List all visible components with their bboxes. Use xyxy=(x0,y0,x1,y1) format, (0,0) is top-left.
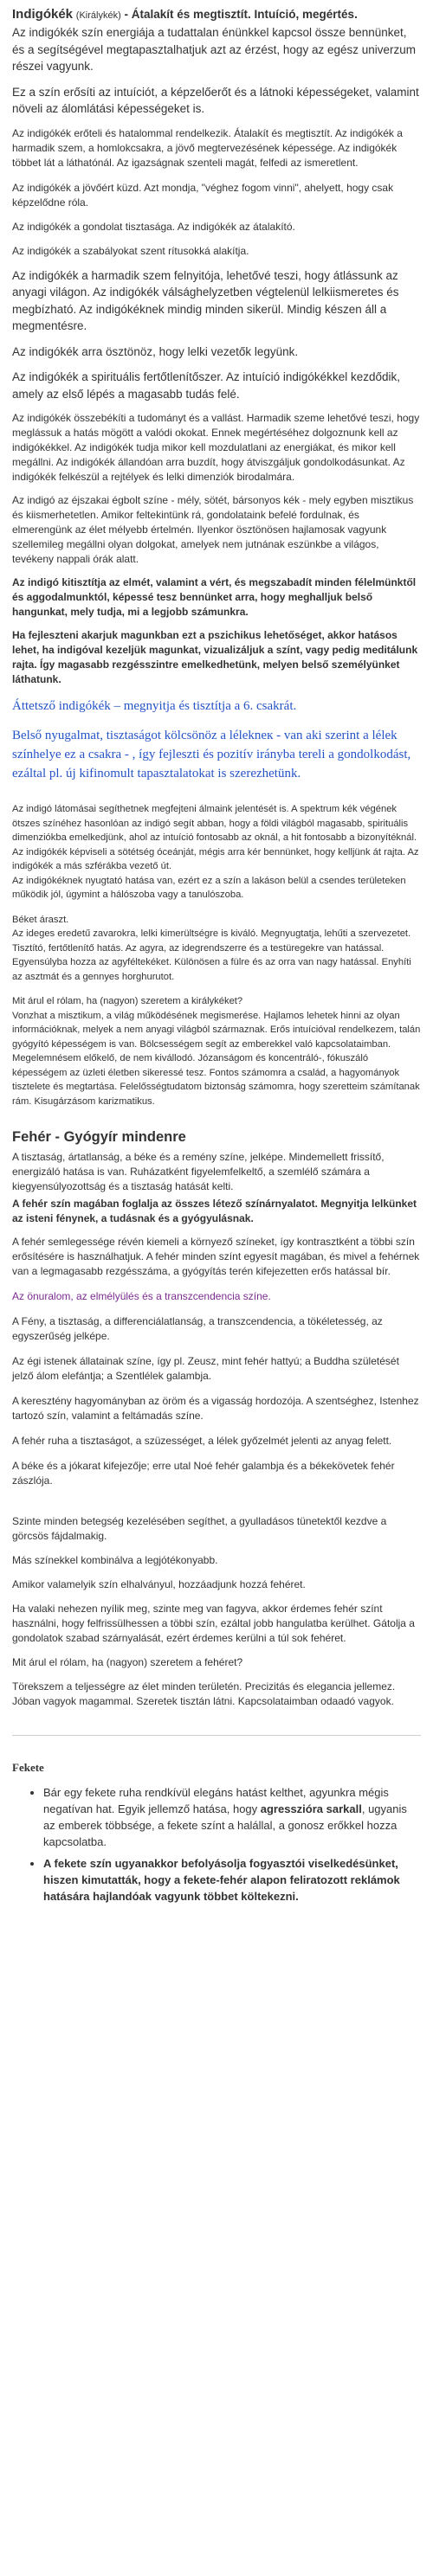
indigo2-p4: Béket áraszt. xyxy=(12,914,69,925)
feher-p5: Az égi istenek állatainak színe, így pl. Zeusz, mint fehér hattyú; a Buddha születését jelző álom elefántja; a Szentlélek galambja. xyxy=(12,1355,399,1382)
indigo2-p3: Az indigókéknek nyugtató hatása van, ezért ez a szín a lakáson belül a csendes területeken működik jól, úgymint a hálószoba vagy a tanulószoba. xyxy=(12,875,406,900)
indigo-blue-heading: Áttetsző indigókék – megnyitja és tisztítja a 6. csakrát. xyxy=(12,699,297,713)
indigo-p2: Az indigókék erőteli és hatalommal rendelkezik. Átalakít és megtisztít. Az indigókék a harmadik szem, a homlokcsakra, a jövő megtervezésének képessége. Az indigókék többet lát a láthatónál. Az igazságnak szenteli magát, felfedi az ismeretlent. xyxy=(12,126,403,169)
feher-p12: Ha valaki nehezen nyílik meg, szinte meg van fagyva, akkor érdemes fehér színt használni, hogy felfrissülhessen a többi szín, ezáltal jobb hangulatba kerülhet. Gátolja a gondolatok szabad szárnyalását, ezért érdemes kerülni a túl sok fehéret. xyxy=(12,1603,415,1644)
indigo-p8: Az indigókék a spirituális fertőtlenítőszer. Az intuíció indigókékkel kezdődik, amely az első lépés a magasabb tudás felé. xyxy=(12,370,400,401)
fekete-title: Fekete xyxy=(12,1761,44,1774)
indigo-title-paren: (Királykék) xyxy=(75,10,121,21)
fekete-list-item xyxy=(43,1784,421,1850)
feher-p3: A fehér semlegessége révén kiemeli a környező színeket, így kontrasztként a többi szín erősítésére is használhatjuk. A fehér minden színt egyesít magában, és mivel a fehérnek van a legmagasabb rezgésszáma, a gyógyítás terén kifejezetten erős hatással bír. xyxy=(12,1236,420,1277)
indigo-p3: Az indigókék a jövőért küzd. Azt mondja, "véghez fogom vinni", ahelyett, hogy csak képzelődne róla. xyxy=(12,181,394,209)
feher-p4: A Fény, a tisztaság, a differenciálatlanság, a transzcendencia, a tökéletesség, az egyszerűség jelképe. xyxy=(12,1315,383,1342)
indigo-title-main: Indigókék xyxy=(12,7,74,22)
feher-purple-line: Az önuralom, az elmélyülés és a transzcendencia színe. xyxy=(12,1290,271,1302)
fekete-list xyxy=(12,1784,421,1905)
feher-p13: Mit árul el rólam, ha (nagyon) szeretem a fehéret? xyxy=(12,1656,243,1668)
indigo-p9: Az indigókék összebékíti a tudományt és a vallást. Harmadik szeme lehetővé teszi, hogy meglássuk a hatás mögött a valódi okokat. Ennek megértéséhez dolgoznunk kell az indigókékkel. Az indigókék tudja mikor kell mozdulatlani az energiákat, és mikor kell megállni. Az indigókék állandóan arra buzdít, hogy átviszgáljuk gondolkodásunkat. Az indigókék felkészül a rejtélyek és lelki dimenziók birodalmára. xyxy=(12,412,420,483)
feher-p11: Amikor valamelyik szín elhalványul, hozzáadjunk hozzá fehéret. xyxy=(12,1578,306,1590)
feher-p2: A fehér szín magában foglalja az összes létező színárnyalatot. Megnyitja lelkünket az isteni fénynek, a tudásnak és a gyógyulásnak. xyxy=(12,1198,417,1224)
feher-title: Fehér - Gyógyír mindenre xyxy=(12,1129,186,1145)
feher-p8: A béke és a jókarat kifejezője; erre utal Noé fehér galambja és a békekövetek fehér zászlója. xyxy=(12,1460,395,1487)
indigo-blue-paragraph: Belső nyugalmat, tisztaságot kölcsönöz a lélekneк - van aki szerint a lélek színhelye ez a csakra - , így fejleszti és pozitív irányba tereli a gondolkodást, ezáltal pl. új kifinomult tapasztalatokat is szerezhetünk. xyxy=(12,729,411,781)
indigo-lead: Az indigókék szín energiája a tudattalan énünkkel kapcsol össze bennünket, és a segítségével megtapasztalhatjuk azt az érzést, hogy az egész univerzum részei vagyunk. xyxy=(12,26,417,73)
feher-p6: A keresztény hagyományban az öröm és a vigasság hordozója. A szentséghez, Istenhez tartozó szín, valamint a feltámadás színe. xyxy=(12,1395,419,1422)
indigo-p7: Az indigókék arra ösztönöz, hogy lelki vezetők legyünk. xyxy=(12,344,299,358)
indigo2-p5: Az ideges eredetű zavarokra, lelki kimerültségre is kiváló. Megnyugtatja, lehűti a szervezetet. Tisztító, fertőtlenítő hatás. Az agyra, az idegrendszerre és a testüregekre van hatással. Egyensúlyba hozza az agyféltekéket. Különösen a fülre és az orra van nagy hatással. Enyhíti az asztmát és a gennyes horghurutot. xyxy=(12,928,411,982)
indigo2-p6: Mit árul el rólam, ha (nagyon) szeretem a királykéket? xyxy=(12,996,243,1006)
article xyxy=(0,6,433,1905)
fekete-list-item: • A fekete szín ugyanakkor befolyásolja fogyasztói viselkedésünket, hiszen kimutatták, hogy a fekete-fehér alapon feliratozott reklámok hatására hajlandóak vagyunk többet költekezni. xyxy=(43,1855,421,1905)
indigo-title xyxy=(12,6,421,24)
indigo-title-rest: - Átalakít és megtisztít. Intuíció, megértés. xyxy=(124,8,358,21)
indigo2-p1: Az indigó látomásai segíthetnek megfejteni álmaink jelentését is. A spektrum kék végének ötszes színéhez hasonlóan az indigó segít abban, hogy a földi világból magasabb, spirituális dimenziókba emelkedjünk, ahol az intuíció fontosabb az oknál, a hit fontosabb a bizonyítéknál. xyxy=(12,804,417,843)
indigo2-p7: Vonzhat a misztikum, a világ működésének megismerése. Hajlamos lehetek hinni az olyan információknak, melyek a nem anyagi világból származnak. Erős intuícióval rendelkezem, talán gyógyító képességem is van. Bölcsességem segít az emberekkel való kapcsolataimban. Megelemnésem előkelő, de nem kivállodó. Józanságom és koncentráló-, fókuszáló képességem az üzleti életben sikeressé tesz. Fontos számomra a család, a hagyományok tisztelete és megtartása. Felelősségtudatom biztonság számomra, hogy szeretteim számítanak rám. Kisugárzásom karizmatikus. xyxy=(12,1010,421,1107)
indigo-p11: Az indigó kitisztítja az elmét, valamint a vért, és megszabadít minden félelmünktől és aggodalmunktól, képessé tesz bennünket arra, hogy meghalljuk belső hangunkat, mely tudja, mi a legjobb számunkra. xyxy=(12,576,417,618)
indigo-p5: Az indigókék a szabályokat szent rítusokká alakítja. xyxy=(12,244,249,257)
section-divider xyxy=(12,1735,421,1736)
feher-p9: Szinte minden betegség kezelésében segíthet, a gyulladásos tünetektől kezdve a görcsös fájdalmakig. xyxy=(12,1515,387,1542)
feher-p10: Más színekkel kombinálva a legjótékonyabb. xyxy=(12,1554,218,1566)
indigo-p1: Ez a szín erősíti az intuíciót, a képzelőerőt és a látnoki képességeket, valamint növeli az álomlátási képességeket is. xyxy=(12,85,419,115)
feher-p14: Törekszem a teljességre az élet minden területén. Precizitás és elegancia jellemez. Jóban vagyok magammal. Szeretek tisztán látni. Kapcsolataimban odaadó vagyok. xyxy=(12,1680,396,1707)
indigo-p10: Az indigó az éjszakai égbolt színe - mély, sötét, bársonyos kék - mely egyben misztikus és kiismerhetetlen. Amikor feltekintünk rá, gondolataink befelé fordulnak, és elmerengünk az élet mélyebb értelmén. Ilyenkor ösztönösen hajlamosak vagyunk szellemileg megállni olyan dolgokat, amelyek nem jutnának eszünkbe a világos, tevékeny nappali órák alatt. xyxy=(12,494,414,565)
fekete-item1-emphasis: agresszióra sarkall xyxy=(260,1802,362,1815)
indigo2-p2: Az indigókék képviseli a sötétség óceánját, mégis arra kér bennünket, hogy kelljünk át rajta. Az indigókék a más szférákba vezető út. xyxy=(12,846,419,871)
feher-p7: A fehér ruha a tisztaságot, a szüzességet, a lélek győzelmét jelenti az anyag felett. xyxy=(12,1435,392,1447)
fekete-item1-text: Bár egy fekete ruha rendkívül elegáns hatást kelthet, agyunkra mégis negatívan hat. Egyik jellemző hatása, hogy agresszióra sarkall, ugyanis az emberek többsége, a fekete színt a halállal, a gonosz erőkkel hozza kapcsolatba. xyxy=(43,1786,407,1848)
indigo-p12: Ha fejleszteni akarjuk magunkban ezt a pszichikus lehetőséget, akkor hatásos lehet, ha indigóval kezeljük magunkat, vizualizáljuk a színt, vagy pedig meditálunk rajta. Így magasabb rezgésszintre emelkedhetünk, melyen belső személyünket láthatunk. xyxy=(12,629,418,685)
indigo-p6: Az indigókék a harmadik szem felnyitója, lehetővé teszi, hogy átlássunk az anyagi világon. Az indigókék válsághelyzetben végtelenül lelkiismeretes és megbízható. Az indigókéknek mindig minden sikerül. Mindig készen áll a megmentésre. xyxy=(12,268,399,332)
feher-p1: A tisztaság, ártatlanság, a béke és a remény színe, jelképe. Mindemellett frissítő, energizáló hatása is van. Ruházatként figyelemfelkeltő, a szemlélő számára a kiegyensúlyozottság és a tisztaság hatását kelti. xyxy=(12,1151,385,1192)
indigo-p4: Az indigókék a gondolat tisztasága. Az indigókék az átalakító. xyxy=(12,220,295,233)
